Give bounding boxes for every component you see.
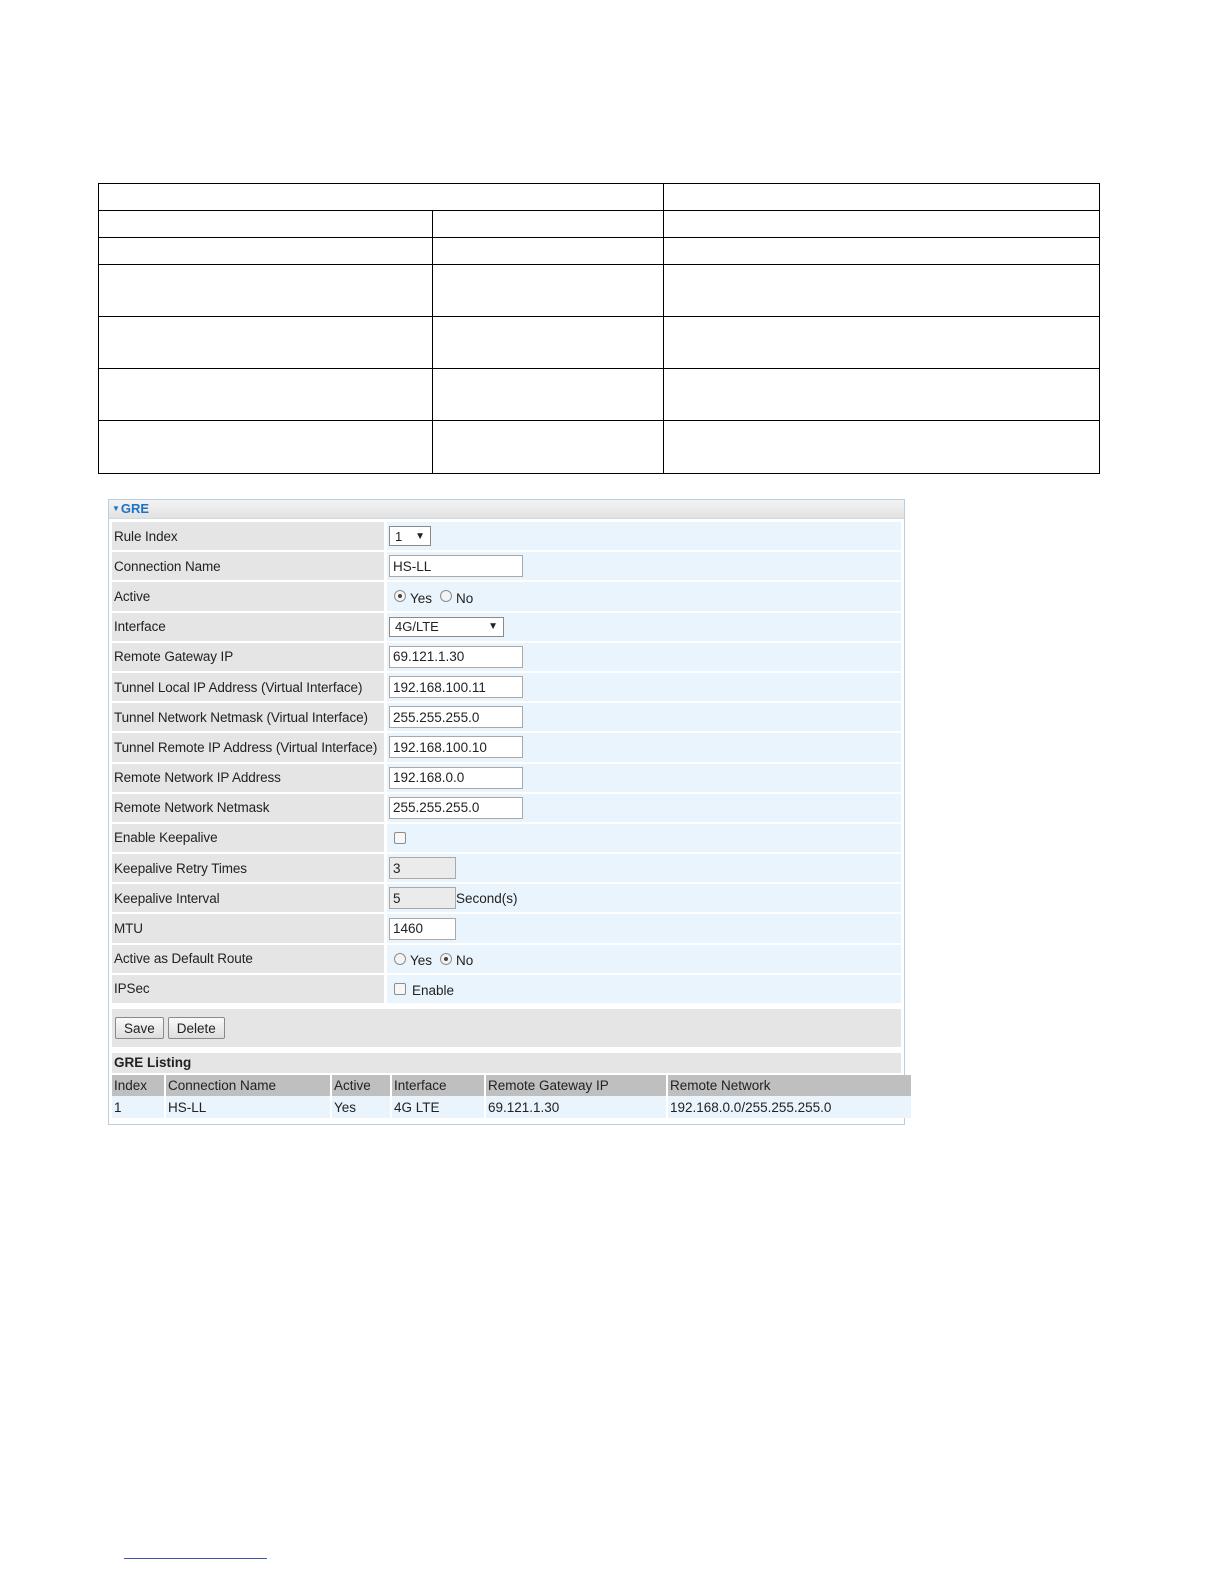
save-button[interactable]: Save — [115, 1017, 164, 1039]
row-tunnel-local-ip — [112, 673, 901, 703]
doc-table-cell — [664, 369, 1100, 421]
doc-table-cell — [433, 265, 664, 317]
table-cell: HS-LL — [166, 1096, 330, 1118]
active-yes-radio[interactable] — [394, 590, 406, 602]
gre-panel — [108, 499, 905, 1125]
doc-table-cell — [433, 421, 664, 474]
active-label: Active — [112, 582, 384, 612]
default-route-no-radio[interactable] — [440, 953, 452, 965]
interface-select[interactable] — [389, 617, 504, 637]
mtu-label: MTU — [112, 914, 384, 944]
tunnel-netmask-label: Tunnel Network Netmask (Virtual Interface) — [112, 703, 384, 733]
keepalive-interval-input[interactable]: 5 — [389, 887, 456, 909]
row-keepalive-retry — [112, 854, 901, 884]
doc-table-cell — [664, 211, 1100, 238]
tunnel-remote-ip-label: Tunnel Remote IP Address (Virtual Interface) — [112, 733, 384, 763]
column-header: Remote Network — [668, 1075, 911, 1096]
ipsec-enable-checkbox[interactable] — [394, 983, 406, 995]
collapse-triangle-icon: ▼ — [112, 504, 120, 513]
doc-table-cell — [99, 211, 433, 238]
doc-table-cell — [99, 369, 433, 421]
gre-panel-header[interactable] — [109, 500, 904, 519]
rule-index-label: Rule Index — [112, 522, 384, 552]
enable-keepalive-checkbox[interactable] — [394, 832, 406, 844]
gre-listing-table — [110, 1075, 913, 1118]
row-default-route — [112, 945, 901, 975]
mtu-input[interactable]: 1460 — [389, 918, 456, 940]
interface-label: Interface — [112, 613, 384, 643]
table-row[interactable] — [112, 1096, 911, 1118]
doc-table-cell — [99, 265, 433, 317]
column-header: Active — [332, 1075, 390, 1096]
doc-table-cell — [433, 238, 664, 265]
row-tunnel-remote-ip — [112, 733, 901, 763]
remote-gateway-ip-input[interactable]: 69.121.1.30 — [389, 646, 523, 668]
row-keepalive-interval — [112, 884, 901, 914]
ipsec-label: IPSec — [112, 975, 384, 1005]
delete-button[interactable]: Delete — [168, 1017, 225, 1039]
keepalive-interval-unit: Second(s) — [456, 890, 518, 906]
dropdown-arrow-icon: ▼ — [488, 621, 498, 633]
row-interface — [112, 613, 901, 643]
column-header: Index — [112, 1075, 164, 1096]
doc-table-cell — [664, 265, 1100, 317]
remote-network-ip-label: Remote Network IP Address — [112, 764, 384, 794]
row-mtu — [112, 914, 901, 944]
column-header: Interface — [392, 1075, 484, 1096]
active-no-radio[interactable] — [440, 590, 452, 602]
tunnel-local-ip-input[interactable]: 192.168.100.11 — [389, 676, 523, 698]
remote-network-netmask-input[interactable]: 255.255.255.0 — [389, 797, 523, 819]
remote-gateway-ip-label: Remote Gateway IP — [112, 643, 384, 673]
default-route-no-label: No — [456, 953, 474, 969]
doc-table-cell — [433, 211, 664, 238]
row-tunnel-netmask — [112, 703, 901, 733]
enable-keepalive-label: Enable Keepalive — [112, 824, 384, 854]
connection-name-label: Connection Name — [112, 552, 384, 582]
gre-listing-title: GRE Listing — [112, 1053, 901, 1073]
active-yes-label: Yes — [410, 590, 433, 606]
doc-table-cell — [433, 369, 664, 421]
column-header: Connection Name — [166, 1075, 330, 1096]
row-remote-gateway-ip — [112, 643, 901, 673]
doc-table-cell — [99, 184, 664, 211]
tunnel-remote-ip-input[interactable]: 192.168.100.10 — [389, 736, 523, 758]
connection-name-input[interactable]: HS-LL — [389, 555, 523, 577]
doc-table-cell — [99, 238, 433, 265]
remote-network-netmask-label: Remote Network Netmask — [112, 794, 384, 824]
table-header-row — [112, 1075, 911, 1096]
table-cell: 1 — [112, 1096, 164, 1118]
footnote-separator — [124, 1558, 267, 1559]
rule-index-value: 1 — [395, 528, 403, 544]
gre-panel-title: GRE — [120, 501, 150, 516]
rule-index-select[interactable] — [389, 526, 431, 546]
interface-value: 4G/LTE — [395, 619, 439, 635]
doc-table-cell — [99, 317, 433, 369]
doc-table-cell — [664, 184, 1100, 211]
table-cell: 192.168.0.0/255.255.255.0 — [668, 1096, 911, 1118]
doc-table-cell — [664, 421, 1100, 474]
doc-table-cell — [433, 317, 664, 369]
keepalive-interval-label: Keepalive Interval — [112, 884, 384, 914]
remote-network-ip-input[interactable]: 192.168.0.0 — [389, 767, 523, 789]
dropdown-arrow-icon: ▼ — [415, 530, 425, 542]
table-cell: 4G LTE — [392, 1096, 484, 1118]
table-cell: 69.121.1.30 — [486, 1096, 666, 1118]
doc-table-cell — [99, 421, 433, 474]
column-header: Remote Gateway IP — [486, 1075, 666, 1096]
keepalive-retry-label: Keepalive Retry Times — [112, 854, 384, 884]
tunnel-local-ip-label: Tunnel Local IP Address (Virtual Interface) — [112, 673, 384, 703]
doc-table-cell — [664, 317, 1100, 369]
row-active — [112, 582, 901, 612]
row-remote-network-ip — [112, 764, 901, 794]
default-route-yes-radio[interactable] — [394, 953, 406, 965]
row-enable-keepalive — [112, 824, 901, 854]
gre-form — [112, 522, 901, 1005]
row-rule-index — [112, 522, 901, 552]
row-remote-network-netmask — [112, 794, 901, 824]
button-bar — [112, 1009, 901, 1047]
doc-table-cell — [664, 238, 1100, 265]
active-no-label: No — [456, 590, 474, 606]
row-connection-name — [112, 552, 901, 582]
ipsec-enable-label: Enable — [412, 983, 455, 999]
document-table — [98, 183, 1100, 474]
row-ipsec — [112, 975, 901, 1005]
default-route-yes-label: Yes — [410, 953, 433, 969]
default-route-label: Active as Default Route — [112, 945, 384, 975]
tunnel-netmask-input[interactable]: 255.255.255.0 — [389, 706, 523, 728]
table-cell: Yes — [332, 1096, 390, 1118]
keepalive-retry-input[interactable]: 3 — [389, 857, 456, 879]
